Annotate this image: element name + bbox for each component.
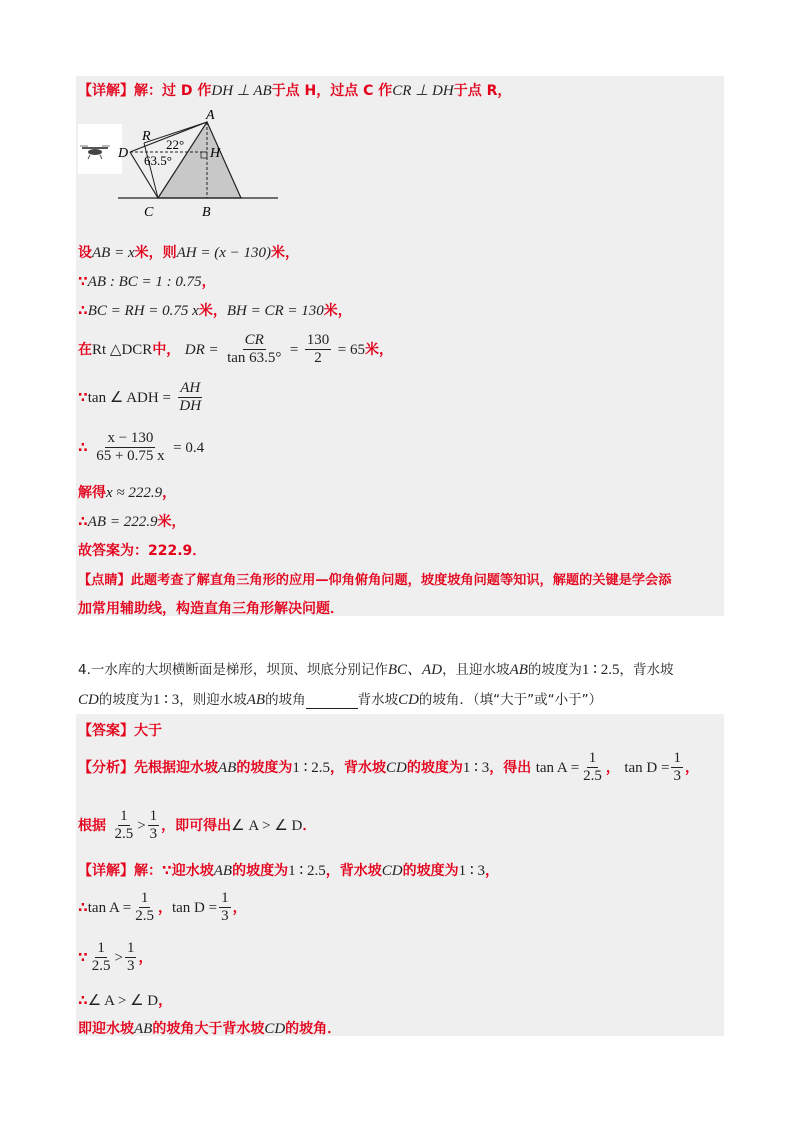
- detail-line-7: ∴ $\frac{x - 130}{65 + 0.75 x}$ = 0.4: [78, 430, 205, 465]
- fraction-ah-dh: $\frac{AH}{DH}$: [179, 380, 202, 415]
- detail-line-4: ∴BC = RH = 0.75 x米，BH = CR = 130米，: [78, 303, 352, 319]
- detail-q4-line-4: ∴∠ A > ∠ D，: [78, 993, 173, 1009]
- detail-q4-line-5: 即迎水坡AB的坡角大于背水坡CD的坡角．: [78, 1021, 342, 1037]
- fraction-cr-tan: $\frac{CR}{\tan 63.5^\circ}$: [227, 332, 282, 367]
- final-answer-line: 故答案为：222.9．: [78, 543, 207, 559]
- detail-line-9: ∴AB = 222.9米，: [78, 514, 186, 530]
- question-4-line-1: 4.一水库的大坝横断面是梯形，坝顶、坝底分别记作BC、AD，且迎水坡AB的坡度为1 ∶ 2.5，背水坡: [78, 662, 674, 678]
- label-C: C: [144, 205, 154, 220]
- detail-line-5: 在Rt △DCR中， DR = $\frac{CR}{\tan 63.5^\circ}$ = $\frac{130}{2}$ = 65米，: [78, 332, 393, 367]
- comment-line-1: 【点睛】此题考查了解直角三角形的应用—仰角俯角问题，坡度坡角问题等知识，解题的关键是学会添: [78, 573, 672, 588]
- analysis-line-2: 根据 $\frac{1}{2.5}$ > $\frac{1}{3}$ ，即可得出∠ A > ∠ D．: [78, 808, 317, 843]
- label-H: H: [210, 146, 221, 161]
- detail-line-1: 【详解】解：过 D 作DH ⊥ AB于点 H，过点 C 作CR ⊥ DH于点 R，: [78, 83, 512, 99]
- label-A: A: [206, 108, 215, 123]
- detail-line-2: 设AB = x米，则AH = (x − 130)米，: [78, 245, 299, 261]
- label-R: R: [142, 129, 151, 144]
- detail-line-6: ∵tan ∠ ADH = $\frac{AH}{DH}$: [78, 380, 202, 415]
- question-4-line-2: CD的坡度为1 ∶ 3，则迎水坡AB的坡角 背水坡CD的坡角．（填“大于”或“小于”）: [78, 692, 603, 708]
- label-D: D: [118, 146, 129, 161]
- fraction-130-2: $\frac{130}{2}$: [306, 332, 330, 367]
- detail-q4-line-1: 【详解】解：∵迎水坡AB的坡度为1 ∶ 2.5，背水坡CD的坡度为1 ∶ 3，: [78, 863, 499, 879]
- detail-q4-line-3: ∵ $\frac{1}{2.5}$ > $\frac{1}{3}$ ，: [78, 940, 153, 975]
- detail-line-3: ∵AB : BC = 1 : 0.75，: [78, 274, 216, 290]
- answer-blank: [306, 694, 358, 709]
- angle-63-5: 63.5°: [144, 153, 172, 168]
- detail-line-8: 解得x ≈ 222.9，: [78, 485, 177, 501]
- geometry-diagram: [78, 104, 288, 226]
- detail-q4-line-2: ∴tan A = $\frac{1}{2.5}$ ，tan D = $\frac{1}{3}$ ，: [78, 890, 247, 925]
- fraction-equation: $\frac{x - 130}{65 + 0.75 x}$: [96, 430, 165, 465]
- answer-line: 【答案】大于: [78, 723, 162, 739]
- angle-22: 22°: [166, 137, 185, 152]
- label-B: B: [202, 205, 211, 220]
- figure-slope-drone: [78, 104, 288, 226]
- analysis-line-1: 【分析】先根据迎水坡AB的坡度为1 ∶ 2.5，背水坡CD的坡度为1 ∶ 3，得出 tan A = $\frac{1}{2.5}$ ， tan D = $\frac{1}{3}$ ，: [78, 750, 699, 785]
- comment-line-2: 加常用辅助线，构造直角三角形解决问题．: [78, 601, 344, 617]
